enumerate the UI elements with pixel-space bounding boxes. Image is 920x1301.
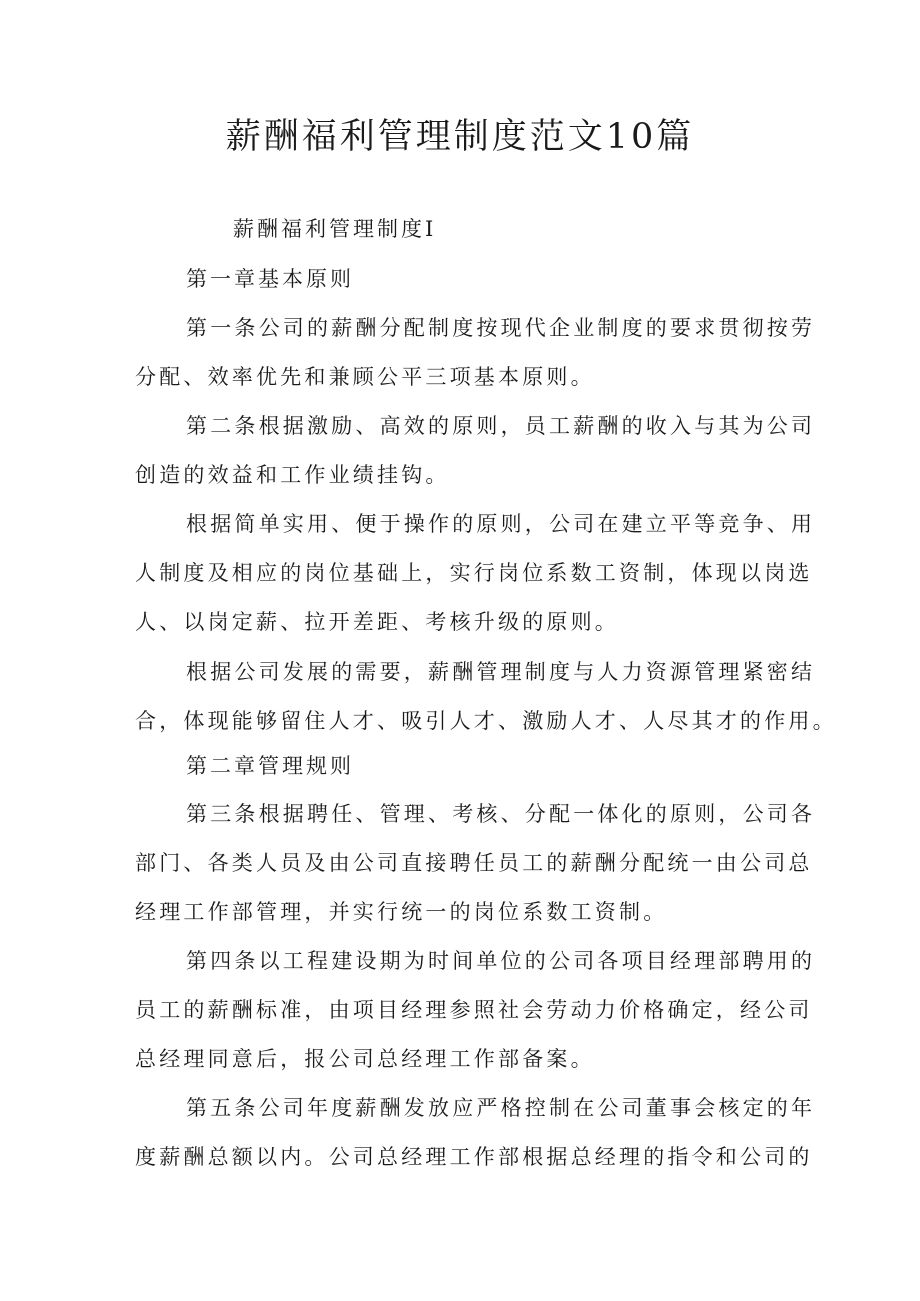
paragraph-line: 员工的薪酬标准，由项目经理参照社会劳动力价格确定，经公司 [135,998,813,1022]
paragraph-line: 第二条根据激励、高效的原则，员工薪酬的收入与其为公司 [186,414,816,438]
paragraph-line: 度薪酬总额以内。公司总经理工作部根据总经理的指令和公司的 [135,1145,813,1169]
paragraph-line: 第一条公司的薪酬分配制度按现代企业制度的要求贯彻按劳 [186,316,816,340]
chapter-heading-2: 第二章管理规则 [186,754,354,778]
paragraph-line: 总经理同意后，报公司总经理工作部备案。 [135,1047,595,1071]
paragraph-line: 经理工作部管理，并实行统一的岗位系数工资制。 [135,900,668,924]
chapter-heading-1: 第一章基本原则 [186,267,354,291]
paragraph-principle-development [135,655,837,753]
paragraph-line: 部门、各类人员及由公司直接聘任员工的薪酬分配统一由公司总 [135,851,813,875]
paragraph-line: 第五条公司年度薪酬发放应严格控制在公司董事会核定的年 [186,1096,816,1120]
paragraph-line: 分配、效率优先和兼顾公平三项基本原则。 [135,365,595,389]
paragraph-line: 第三条根据聘任、管理、考核、分配一体化的原则，公司各 [186,802,816,826]
paragraph-line: 人、以岗定薪、拉开差距、考核升级的原则。 [135,610,619,634]
paragraph-line: 人制度及相应的岗位基础上，实行岗位系数工资制，体现以岗选 [135,561,813,585]
paragraph-article-5 [135,1091,816,1189]
paragraph-article-1 [135,311,816,409]
paragraph-article-4 [135,944,816,1091]
section-subtitle: 薪酬福利管理制度Ⅰ [233,217,437,241]
paragraph-article-2 [135,409,816,507]
paragraph-line: 第四条以工程建设期为时间单位的公司各项目经理部聘用的 [186,949,816,973]
paragraph-line: 合，体现能够留住人才、吸引人才、激励人才、人尽其才的作用。 [135,709,837,733]
paragraph-line: 根据简单实用、便于操作的原则，公司在建立平等竞争、用 [186,512,816,536]
paragraph-line: 创造的效益和工作业绩挂钩。 [135,463,450,487]
paragraph-line: 根据公司发展的需要，薪酬管理制度与人力资源管理紧密结 [186,660,816,684]
paragraph-article-3 [135,797,816,944]
paragraph-principle-simple [135,507,816,654]
document-title: 薪酬福利管理制度范文10篇 [225,117,695,157]
